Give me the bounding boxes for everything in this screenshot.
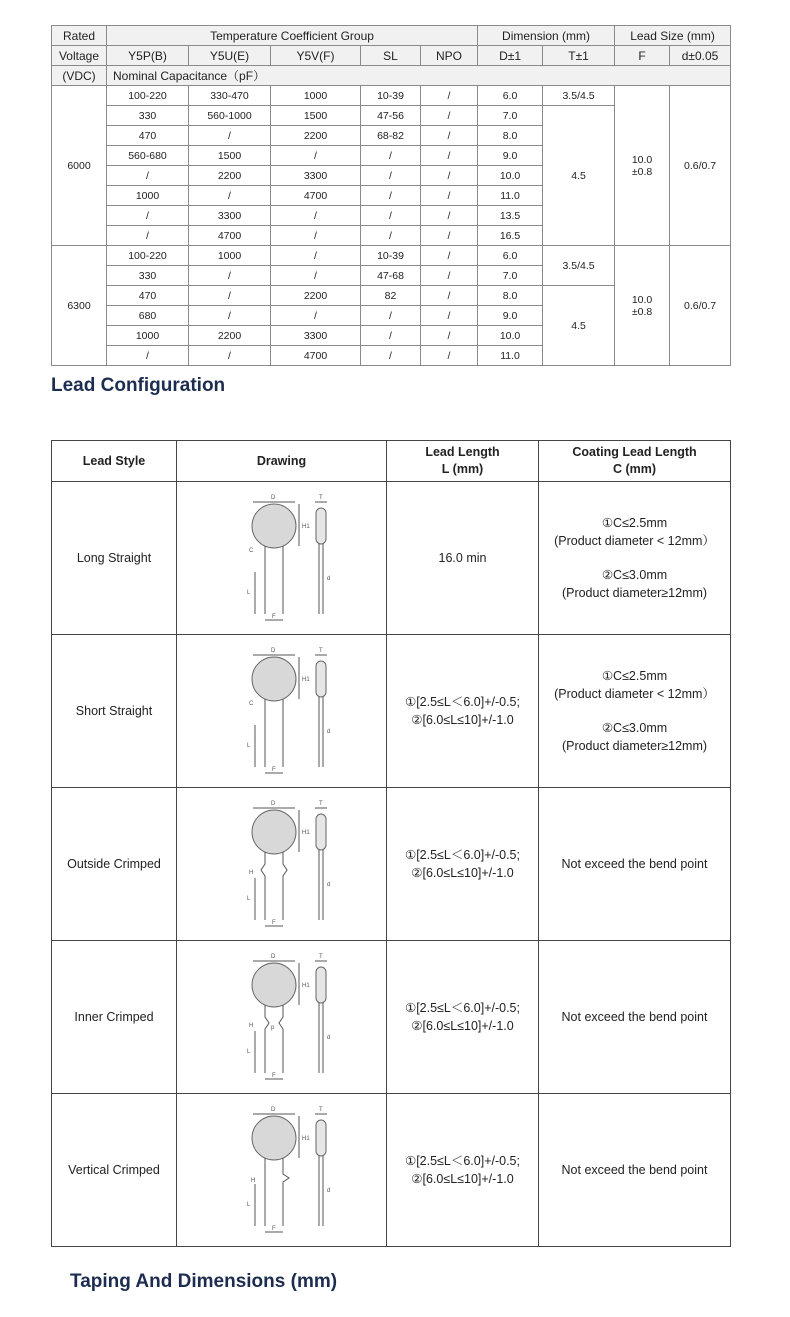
spec-cell: 1000 [189,246,271,266]
drawing-label-L: L [246,743,250,749]
spec-cell: 47-56 [361,106,421,126]
coating-length-value: Not exceed the bend point [561,1163,708,1177]
drawing-label-L: L [246,1202,250,1208]
drawing-label-T: T [318,954,323,960]
spec-cell: / [107,226,189,246]
drawing-label-L: L [246,896,250,902]
spec-cell: / [189,126,271,146]
f-tolerance: ±0.8 [631,305,653,318]
spec-cell: / [271,306,361,326]
spec-cell: 2200 [189,326,271,346]
f-value-cell [615,86,670,246]
lead-length-value: ②[6.0≤L≤10]+/-1.0 [411,713,514,727]
drawing-label-p: p [270,1025,274,1031]
lead-length-value: ①[2.5≤L＜6.0]+/-0.5; [404,1001,520,1015]
lead-length-value: ①[2.5≤L＜6.0]+/-0.5; [404,1154,520,1168]
drawing-label-F: F [271,767,276,773]
lead-style-row [52,788,731,941]
drawing-label-H: H [250,1178,255,1184]
rated-voltage-cell: 6300 [52,246,107,366]
spec-cell: 82 [361,286,421,306]
rated-label: Rated [52,26,107,46]
taping-heading: Taping And Dimensions (mm) [70,1271,338,1292]
spec-cell: 9.0 [478,306,543,326]
spec-row [52,86,731,106]
t-value-cell: 3.5/4.5 [543,246,615,286]
spec-cell: 2200 [271,286,361,306]
lead-length-cell [387,635,539,788]
spec-cell: 2200 [271,126,361,146]
spec-cell: / [361,166,421,186]
spec-cell: 9.0 [478,146,543,166]
drawing-label-F: F [271,920,276,926]
spec-cell: 10-39 [361,246,421,266]
drawing-label-D: D [270,1107,275,1113]
spec-cell: 330 [107,106,189,126]
spec-cell: 1000 [107,186,189,206]
spec-cell: / [361,206,421,226]
drawing-label-d: d [326,1035,330,1041]
capacitance-spec-table [51,25,731,366]
spec-cell: / [421,346,478,366]
spec-cell: 680 [107,306,189,326]
lead-style-name: Inner Crimped [52,941,177,1094]
spec-cell: / [421,226,478,246]
lead-size-header: Lead Size (mm) [615,26,731,46]
col-header: D±1 [478,46,543,66]
spec-cell: / [107,346,189,366]
drawing-label-H1: H1 [301,524,310,530]
f-value-cell [615,246,670,366]
coating-length-cell [539,1094,731,1247]
spec-cell: / [271,206,361,226]
drawing-label-H: H [248,1023,253,1029]
spec-cell: / [361,186,421,206]
lead-style-name: Short Straight [52,635,177,788]
drawing-label-F: F [271,1073,276,1079]
col-header: Y5U(E) [189,46,271,66]
vdc-label: (VDC) [52,66,107,86]
spec-cell: 4700 [189,226,271,246]
coating-length-header [539,441,731,482]
spec-cell: 560-680 [107,146,189,166]
lead-style-name: Long Straight [52,482,177,635]
lead-diameter-cell: 0.6/0.7 [670,86,731,246]
drawing-label-T: T [318,801,323,807]
col-header: F [615,46,670,66]
lead-length-cell [387,941,539,1094]
spec-cell: / [361,226,421,246]
lead-length-unit: L (mm) [441,462,484,476]
lead-drawing-cell [177,1094,387,1247]
capacitor-drawing [227,1100,337,1240]
spec-cell: / [421,266,478,286]
col-header: Y5V(F) [271,46,361,66]
coating-length-value: ①C≤2.5mm [601,669,668,683]
spec-cell: / [189,266,271,286]
spec-cell: 8.0 [478,286,543,306]
spec-cell: 100-220 [107,246,189,266]
lead-drawing-cell [177,788,387,941]
col-header: d±0.05 [670,46,731,66]
spec-cell: 3300 [271,326,361,346]
drawing-label-d: d [326,729,330,735]
spec-cell: / [421,206,478,226]
spec-cell: / [421,306,478,326]
lead-style-row [52,635,731,788]
spec-cell: 68-82 [361,126,421,146]
spec-cell: 4700 [271,186,361,206]
lead-drawing-cell [177,635,387,788]
lead-drawing-cell [177,482,387,635]
temp-group-header: Temperature Coefficient Group [107,26,478,46]
col-header: T±1 [543,46,615,66]
spec-cell: 11.0 [478,186,543,206]
spec-cell: 100-220 [107,86,189,106]
lead-style-header: Lead Style [52,441,177,482]
t-value-cell: 3.5/4.5 [543,86,615,106]
drawing-label-L: L [246,1049,250,1055]
spec-cell: 47-68 [361,266,421,286]
spec-cell: / [421,186,478,206]
spec-cell: 470 [107,126,189,146]
spec-cell: / [189,306,271,326]
lead-length-title: Lead Length [425,445,500,459]
spec-cell: / [421,126,478,146]
coating-length-value: (Product diameter < 12mm） [554,534,715,548]
f-tolerance: ±0.8 [631,165,653,178]
spec-cell: 4700 [271,346,361,366]
capacitor-drawing [227,488,337,628]
coating-length-title: Coating Lead Length [572,445,697,459]
lead-length-cell [387,1094,539,1247]
spec-cell: / [271,146,361,166]
spec-cell: 470 [107,286,189,306]
capacitor-drawing [227,794,337,934]
spec-cell: / [271,226,361,246]
drawing-label-T: T [318,1107,323,1113]
spec-cell: 1500 [189,146,271,166]
spec-cell: / [421,166,478,186]
drawing-label-F: F [271,614,276,620]
drawing-label-d: d [326,576,330,582]
spec-cell: 6.0 [478,246,543,266]
spec-cell: 1000 [107,326,189,346]
coating-length-cell [539,635,731,788]
drawing-label-T: T [318,648,323,654]
spec-cell: / [189,346,271,366]
spec-cell: / [189,186,271,206]
spec-cell: 11.0 [478,346,543,366]
spec-cell: 3300 [271,166,361,186]
coating-length-value: ①C≤2.5mm [601,516,668,530]
drawing-label-H: H [248,870,253,876]
lead-length-value: ②[6.0≤L≤10]+/-1.0 [411,1019,514,1033]
drawing-label-C: C [248,701,253,707]
t-value-cell: 4.5 [543,106,615,246]
spec-cell: / [421,286,478,306]
lead-drawing-cell [177,941,387,1094]
lead-length-value: ①[2.5≤L＜6.0]+/-0.5; [404,848,520,862]
drawing-label-H1: H1 [301,983,310,989]
lead-configuration-table [51,440,731,1247]
f-value: 10.0 [631,293,653,306]
lead-length-value: 16.0 min [438,551,487,565]
spec-cell: 6.0 [478,86,543,106]
spec-cell: / [421,146,478,166]
drawing-label-D: D [270,954,275,960]
drawing-label-C: C [248,548,253,554]
nominal-capacitance-header: Nominal Capacitance（pF） [107,66,731,86]
lead-diameter-cell: 0.6/0.7 [670,246,731,366]
coating-length-value: (Product diameter < 12mm） [554,687,715,701]
spec-cell: / [421,106,478,126]
rated-voltage-cell: 6000 [52,86,107,246]
drawing-label-d: d [326,1188,330,1194]
spec-cell: 7.0 [478,106,543,126]
capacitor-drawing [227,947,337,1087]
drawing-label-D: D [270,648,275,654]
dimension-header: Dimension (mm) [478,26,615,46]
spec-cell: / [421,326,478,346]
f-value: 10.0 [631,153,653,166]
spec-cell: 560-1000 [189,106,271,126]
spec-cell: / [361,146,421,166]
lead-style-row [52,941,731,1094]
coating-length-cell [539,788,731,941]
spec-cell: 3300 [189,206,271,226]
spec-cell: 1000 [271,86,361,106]
spec-cell: / [361,346,421,366]
lead-configuration-heading: Lead Configuration [51,375,226,396]
drawing-label-F: F [271,1226,276,1232]
coating-length-value: Not exceed the bend point [561,1010,708,1024]
spec-cell: / [271,246,361,266]
spec-cell: / [421,86,478,106]
drawing-label-L: L [246,590,250,596]
lead-length-value: ①[2.5≤L＜6.0]+/-0.5; [404,695,520,709]
spec-cell: 10.0 [478,166,543,186]
spec-cell: / [421,246,478,266]
drawing-label-H1: H1 [301,1136,310,1142]
col-header: NPO [421,46,478,66]
lead-style-name: Vertical Crimped [52,1094,177,1247]
lead-length-header [387,441,539,482]
spec-cell: 8.0 [478,126,543,146]
spec-cell: / [361,326,421,346]
drawing-header: Drawing [177,441,387,482]
spec-cell: 10-39 [361,86,421,106]
drawing-label-T: T [318,495,323,501]
drawing-label-d: d [326,882,330,888]
voltage-label: Voltage [52,46,107,66]
spec-cell: / [189,286,271,306]
spec-cell: 330 [107,266,189,286]
col-header: Y5P(B) [107,46,189,66]
coating-length-unit: C (mm) [612,462,657,476]
spec-cell: 1500 [271,106,361,126]
spec-cell: 16.5 [478,226,543,246]
t-value-cell: 4.5 [543,286,615,366]
coating-length-value: (Product diameter≥12mm) [561,739,708,753]
coating-length-value: ②C≤3.0mm [601,568,668,582]
capacitor-drawing [227,641,337,781]
lead-length-cell [387,482,539,635]
coating-length-value: ②C≤3.0mm [601,721,668,735]
spec-row [52,246,731,266]
drawing-label-H1: H1 [301,677,310,683]
drawing-label-D: D [270,801,275,807]
col-header: SL [361,46,421,66]
spec-cell: / [107,166,189,186]
spec-cell: / [107,206,189,226]
spec-cell: 13.5 [478,206,543,226]
spec-cell: / [361,306,421,326]
lead-length-cell [387,788,539,941]
coating-length-value: Not exceed the bend point [561,857,708,871]
spec-cell: 330-470 [189,86,271,106]
lead-length-value: ②[6.0≤L≤10]+/-1.0 [411,1172,514,1186]
lead-style-row [52,1094,731,1247]
drawing-label-D: D [270,495,275,501]
coating-length-cell [539,941,731,1094]
lead-style-name: Outside Crimped [52,788,177,941]
coating-length-value: (Product diameter≥12mm) [561,586,708,600]
lead-length-value: ②[6.0≤L≤10]+/-1.0 [411,866,514,880]
spec-cell: / [271,266,361,286]
drawing-label-H1: H1 [301,830,310,836]
spec-cell: 2200 [189,166,271,186]
spec-cell: 10.0 [478,326,543,346]
spec-cell: 7.0 [478,266,543,286]
lead-style-row [52,482,731,635]
coating-length-cell [539,482,731,635]
